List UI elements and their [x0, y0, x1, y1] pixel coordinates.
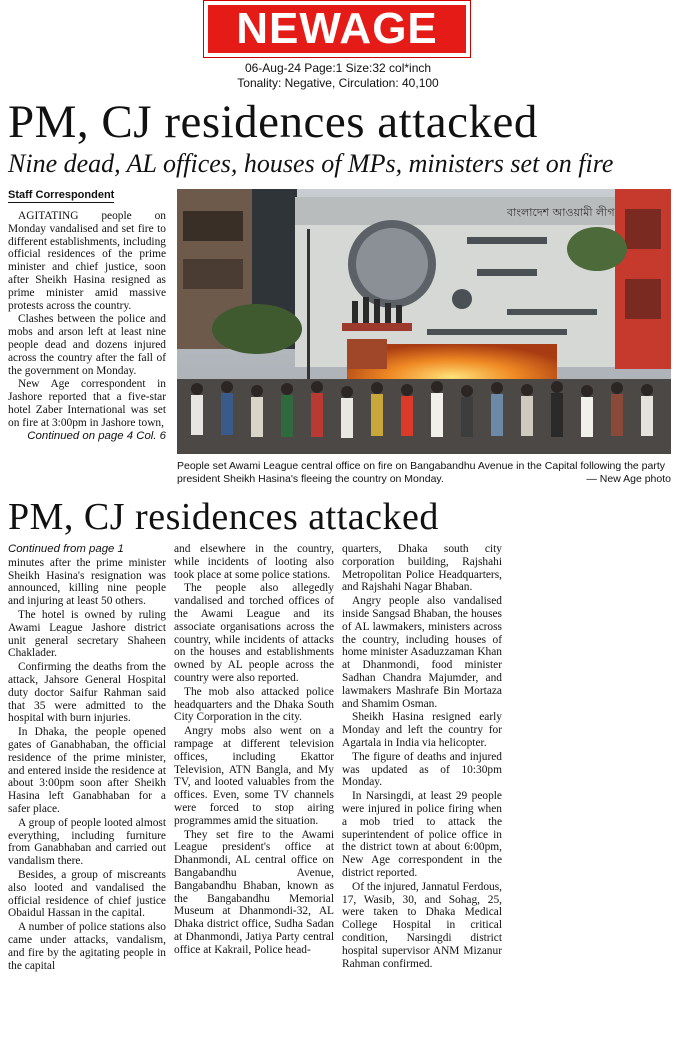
body-paragraph: Besides, a group of miscreants also looted and vandalised the official residence of chief justice Obaidul Hassan in the capital.: [8, 868, 166, 920]
clip-meta-date-page: 06-Aug-24 Page:1 Size:32 col*inch: [244, 61, 432, 75]
photo-caption: [177, 460, 671, 486]
continuation-headline: PM, CJ residences attacked: [8, 496, 439, 538]
body-paragraph: The people also allegedly vandalised and torched offices of the Awami League and its associate organisations across the country, while incidents of attacks on the houses and establishments owned by AL people across the country were also reported.: [174, 582, 334, 684]
body-paragraph: quarters, Dhaka south city corporation building, Rajshahi Metropolitan Police Headquarters, and Rajshahi Nagar Bhaban.: [342, 543, 502, 594]
body-paragraph: The mob also attacked police headquarters and the Dhaka South City Corporation in the city.: [174, 685, 334, 724]
body-paragraph: In Narsingdi, at least 29 people were injured in police firing when a mob tried to attack the superintendent of police office in the district town at about 6:00pm, New Age correspondent in the district reported.: [342, 790, 502, 879]
building-sign: বাংলাদেশ আওয়ামী লীগ: [507, 206, 615, 219]
body-paragraph: Confirming the deaths from the attack, Jahsore General Hospital duty doctor Saifur Rahman said that 35 were admitted to the hospital with burn injuries.: [8, 661, 166, 725]
body-paragraph: In Dhaka, the people opened gates of Ganabhaban, the official residence of the prime minister, and entered inside the residence at about 3:00pm soon after Sheikh Hasina left Ganabhaban for a safer place.: [8, 726, 166, 815]
photo-caption-text: People set Awami League central office on fire on Bangabandhu Avenue in the Capital following the party president Sheikh Hasina's fleeing the country on Monday.: [177, 460, 666, 485]
body-paragraph: The figure of deaths and injured was updated as of 10:30pm Monday.: [342, 750, 502, 789]
body-paragraph: The hotel is owned by ruling Awami League Jashore district unit general secretary Shaheen Chaklader.: [8, 608, 166, 660]
body-paragraph: Angry people also vandalised inside Sangsad Bhaban, the houses of AL lawmakers, ministers across the country, including houses of home minister Asaduzzaman Khan at Dhanmondi, food minister Sadhan Chandra Majumder, and lawmakers Mashrafe Bin Mortaza and Shamim Osman.: [342, 595, 502, 710]
body-paragraph: Angry mobs also went on a rampage at different television offices, including Ekattor Television, ATN Bangla, and My TV, and looted valuables from the offices. Even, some TV channels were forced to stop airing programmes amid the situation.: [174, 725, 334, 827]
news-photo-illustration: [177, 189, 671, 454]
body-paragraph: Of the injured, Jannatul Ferdous, 17, Wasib, 30, and Sohag, 25, were taken to Dhaka Medical College Hospital in critical condition, Narsingdi district hospital supervisor ANM Mizanur Rahman confirmed.: [342, 880, 502, 970]
subheadline: Nine dead, AL offices, houses of MPs, ministers set on fire: [8, 149, 614, 178]
news-photo: [177, 189, 671, 454]
body-paragraph: and elsewhere in the country, while incidents of looting also took place at some police stations.: [174, 543, 334, 581]
masthead: [203, 0, 471, 58]
continued-from-note: Continued from page 1: [8, 543, 124, 555]
continuation-column-2: [174, 543, 334, 957]
byline: Staff Correspondent: [8, 189, 115, 201]
continuation-column-3: [342, 543, 502, 970]
body-paragraph: Sheikh Hasina resigned early Monday and left the country for Agartala in India via helicopter.: [342, 711, 502, 749]
continuation-column-1: [8, 543, 166, 972]
photo-credit: — New Age photo: [586, 473, 671, 485]
main-headline: PM, CJ residences attacked: [8, 96, 538, 148]
body-paragraph: A group of people looted almost everything, including furniture from Ganabhaban and carried out vandalism there.: [8, 816, 166, 868]
lead-paragraph: Clashes between the police and mobs and arson left at least nine people dead and dozens injured across the country after the fall of the government on Monday.: [8, 313, 166, 377]
lead-paragraph: AGITATING people on Monday vandalised and set fire to different establishments, including official residences of the prime minister and chief justice, soon after Sheikh Hasina resigned as prime minister amid massive protests across the country.: [8, 210, 166, 312]
body-paragraph: They set fire to the Awami League president's office at Dhanmondi, AL central office on Bangabandhu Avenue, Bangabandhu Bhaban, known as the Bangabandhu Memorial Museum at Dhanmondi-32, AL Dhaka district office, Sudha Sadan at Dhanmondi, Jatiya Party central office at Kakrail, Police head-: [174, 828, 334, 956]
body-paragraph: minutes after the prime minister Sheikh Hasina's resignation was announced, killing nine people and injuring at least 50 others.: [8, 556, 166, 608]
lead-paragraph: New Age correspondent in Jashore reported that a five-star hotel Zaber International was set on fire at 3:00pm in Jashore town,: [8, 378, 166, 429]
newspaper-logo: NEWAGE: [208, 5, 466, 53]
clip-meta-tonality: Tonality: Negative, Circulation: 40,100: [237, 76, 439, 90]
lead-column: [8, 210, 166, 442]
body-paragraph: A number of police stations also came under attacks, vandalism, and fire by the agitating people in the capital: [8, 921, 166, 972]
continued-on-note: Continued on page 4 Col. 6: [27, 429, 166, 442]
